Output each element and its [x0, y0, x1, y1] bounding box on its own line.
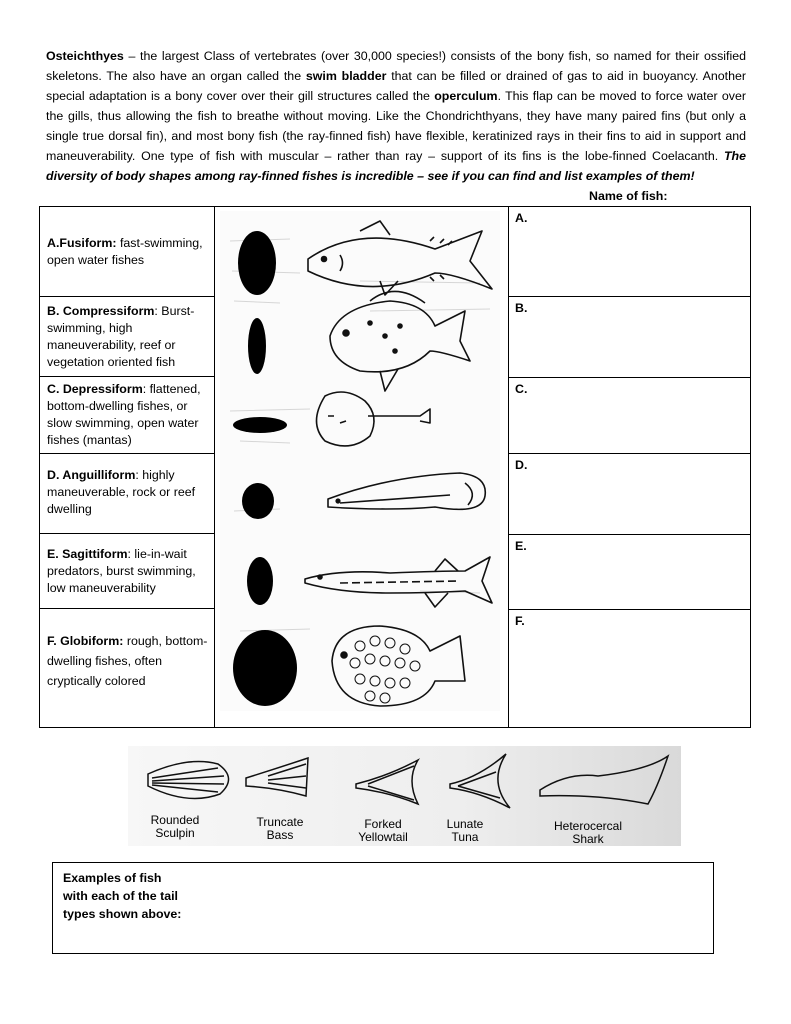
tail-caption-lunate — [420, 818, 510, 844]
shape-row-c — [40, 377, 214, 454]
tail-type: Forked — [364, 817, 402, 831]
intro-paragraph — [46, 46, 746, 186]
shape-row-f — [40, 609, 214, 727]
anguilliform-eel-drawing — [328, 473, 485, 509]
fish-name-answer-column — [509, 207, 750, 727]
shape-title: C. Depressiform — [47, 382, 143, 396]
heterocercal-tail-drawing — [540, 756, 668, 804]
globiform-cross-section — [233, 630, 297, 706]
shape-row-d — [40, 454, 214, 534]
tail-caption-rounded — [130, 814, 220, 840]
intro-text-1: – the largest Class of vertebrates (over 30,000 species!) consists of the bony fish, so named for their ossified skeletons. The also have an organ called the — [46, 49, 746, 83]
sagittiform-pike-drawing — [305, 557, 492, 607]
answer-cell-e[interactable] — [509, 535, 750, 610]
shape-desc: : flattened, bottom-dwelling fishes, or slow swimming, open water fishes (mantas) — [47, 382, 201, 447]
shape-desc: : highly maneuverable, rock or reef dwelling — [47, 468, 196, 516]
shape-row-b — [40, 297, 214, 377]
fusiform-fish-drawing — [308, 221, 492, 295]
shape-title: D. Anguilliform — [47, 468, 136, 482]
intro-emphasis: The diversity of body shapes among ray-finned fishes is incredible – see if you can find and list examples of them! — [46, 149, 746, 183]
tail-caption-truncate — [235, 816, 325, 842]
shape-row-e — [40, 534, 214, 609]
tail-example: Sculpin — [155, 826, 195, 840]
tail-example: Tuna — [451, 830, 479, 844]
anguilliform-cross-section — [242, 483, 274, 519]
answer-label: A. — [515, 211, 528, 225]
answer-cell-f[interactable] — [509, 610, 750, 727]
tail-type: Rounded — [150, 813, 200, 827]
answer-label: B. — [515, 301, 528, 315]
shape-desc: rough, bottom-dwelling fishes, often cryptically colored — [47, 634, 208, 688]
lunate-tail-drawing — [450, 754, 510, 808]
term-operculum: operculum — [434, 89, 498, 103]
depressiform-cross-section — [233, 417, 287, 433]
fish-body-shapes-illustration — [220, 211, 500, 711]
term-swim-bladder: swim bladder — [305, 69, 387, 83]
forked-tail-drawing — [356, 760, 418, 804]
shape-row-a — [40, 207, 214, 297]
tail-example: Shark — [572, 832, 604, 846]
shape-desc: : lie-in-wait predators, burst swimming, low maneuverability — [47, 547, 196, 595]
answer-cell-b[interactable] — [509, 297, 750, 378]
answer-label: D. — [515, 458, 528, 472]
tail-type: Lunate — [446, 817, 484, 831]
shape-desc: : Burst-swimming, high maneuverability, reef or vegetation oriented fish — [47, 304, 195, 369]
answer-cell-d[interactable] — [509, 454, 750, 535]
tail-type: Heterocercal — [553, 819, 623, 833]
body-shape-table — [39, 206, 751, 728]
tail-examples-label: Examples of fish with each of the tail types shown above: — [63, 871, 182, 921]
tail-type: Truncate — [256, 815, 304, 829]
tail-example: Yellowtail — [358, 830, 408, 844]
answer-cell-c[interactable] — [509, 378, 750, 454]
tail-example: Bass — [266, 828, 294, 842]
rounded-tail-drawing — [148, 762, 229, 799]
shape-title: A.Fusiform: — [47, 236, 117, 250]
tail-types-illustration — [128, 746, 681, 846]
fusiform-cross-section — [238, 231, 276, 295]
intro-text-2: that can be filled or drained of gas to aid in buoyancy. Another special adaptation is a bony cover over their gill structures called the — [46, 69, 746, 103]
shape-title: B. Compressiform — [47, 304, 155, 318]
answer-label: F. — [515, 614, 525, 628]
compressiform-cross-section — [248, 318, 266, 374]
sagittiform-cross-section — [247, 557, 273, 605]
compressiform-fish-drawing — [330, 291, 470, 391]
name-of-fish-header: Name of fish: — [589, 189, 668, 203]
tail-caption-heterocercal — [533, 820, 643, 846]
term-osteichthyes: Osteichthyes — [46, 49, 124, 63]
tail-examples-answer-box[interactable] — [52, 862, 714, 954]
shape-descriptions-column — [40, 207, 215, 727]
truncate-tail-drawing — [246, 758, 308, 796]
intro-text-3: . This flap can be moved to force water over the gills, thus allowing the fish to breathe without moving. Like the Chondrichthyans, they have many paired fins (but only a single true dorsal fin), and most bony fish (the ray-finned fish) have flexible, keratinized rays in their fins to aid in support and maneuverability. One type of fish with muscular – rather than ray – support of its fins is the lobe-finned Coelacanth. — [46, 89, 746, 163]
shape-desc: fast-swimming, open water fishes — [47, 236, 203, 267]
globiform-fish-drawing — [332, 626, 465, 706]
tail-caption-forked — [338, 818, 428, 844]
shape-title: E. Sagittiform — [47, 547, 128, 561]
depressiform-ray-drawing — [317, 392, 431, 446]
answer-cell-a[interactable] — [509, 207, 750, 297]
answer-label: C. — [515, 382, 528, 396]
answer-label: E. — [515, 539, 527, 553]
fish-illustration-column — [215, 207, 509, 727]
shape-title: F. Globiform: — [47, 634, 124, 648]
